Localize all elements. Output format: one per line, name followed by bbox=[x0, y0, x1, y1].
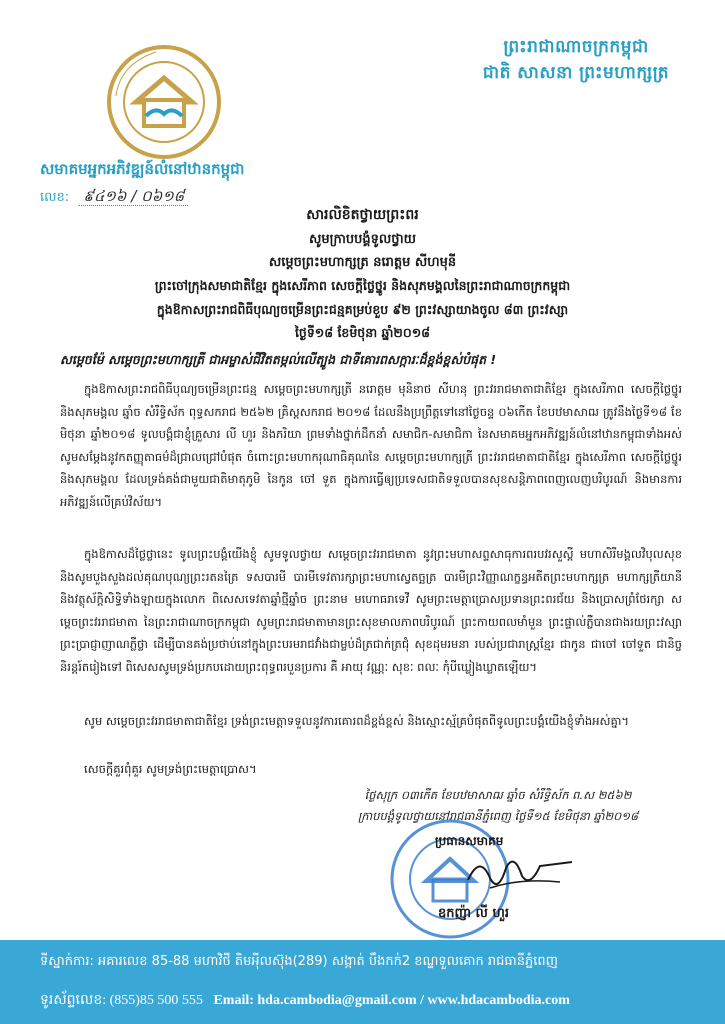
contact-separator: / bbox=[420, 993, 425, 1008]
email-label: Email: bbox=[213, 993, 254, 1008]
reference-label: លេខ: bbox=[40, 190, 70, 205]
lunar-date: ថ្ងៃសុក្រ ០៣កើត ខែបឋមាសាឍ ឆ្នាំច សំរឹទ្ធិស័ក ព.ស ២៥៦២ bbox=[364, 788, 632, 802]
body-paragraph-2: ក្នុងឱកាសដ៏ថ្លៃថ្លានេះ ទូលព្រះបង្គំយើងខ្ញុំ សូមទូលថ្វាយ សម្តេចព្រះវររាជមាតា នូវព្រះមហាសព្ទសាធុការពរបវរសួស្តី មហាសិរីមង្គលវិបុលសុខ និងសូមបួងសួងដល់គុណបុណ្យព្រះរតនត្រៃ ទសបារមី បារមីទេវតារក្សាព្រះមហាស្វេតច្ឆត្រ បារមីព្រះវិញ្ញាណក្ខន្ធអតីតព្រះមហាក្សត្រ មហាក្សត្រីយានី និងវត្ថុស័ក្តិសិទ្ធិទាំងឡាយក្នុងលោក ពិសេសទេវតាឆ្នាំថ្មីឆ្នាំច ព្រះនាម មហោធរាទេវី សូមព្រះមេត្តាប្រោសប្រទានព្រះពរជ័យ និងប្រោសព្រំថែរក្សា សម្តេចព្រះវររាជមាតា នៃព្រះរាជាណាចក្រកម្ពុជា សូមព្រះរាជមាតាមានព្រះសុខមាលភាពបរិបូរណ៍ ព្រះកាយពលមាំមួន ព្រះផ្ទាល់ភ្លឺបានជាងរយព្រះវស្សា ព្រះប្រាជ្ញាញាណភ្លឺថ្លា ដើម្បីបានគង់ប្រថាប់នៅក្នុងព្រះបរមរាជវាំងជាម្លប់ដ៏ត្រជាក់ត្រជុំ សុខដុមរមនា របស់ប្រជារាស្រ្តខ្មែរ ជាកូន ជាចៅ ចៅទួត ជានិច្ចនិរន្តរ៍តរៀងទៅ ពិសេសសូមទ្រង់ប្រកបដោយព្រះពុទ្ធពរបួនប្រការ គឺ អាយុ វណ្ណៈ សុខៈ ពលៈ កុំបីឃ្លៀងឃ្លាតឡើយ។ bbox=[60, 547, 682, 674]
body-paragraph-4: សេចក្តីគួរពុំគួរ សូមទ្រង់ព្រះមេត្តាប្រោស។ bbox=[84, 762, 257, 776]
phone-label: ទូរស័ព្ទលេខ: bbox=[40, 993, 107, 1008]
footer-contact bbox=[40, 990, 570, 1011]
addressee-name: សម្តេចព្រះមហាក្សត្រ នរោត្តម សីហមុនី bbox=[268, 255, 457, 270]
signatory-title: ប្រធានសមាគម bbox=[435, 834, 504, 848]
national-motto: ជាតិ សាសនា ព្រះមហាក្សត្រ bbox=[482, 63, 670, 83]
occasion-line: ក្នុងឱកាសព្រះរាជពិធីបុណ្យចម្រើនព្រះជន្មគម្រប់ខួប ៩២ ព្រះវស្សាយាងចូល ៨៣ ព្រះវស្សា bbox=[156, 302, 569, 317]
addressee-title: ព្រះចៅក្រុងសមាជាតិខ្មែរ ក្នុងសេរីភាព សេចក្តីថ្លៃថ្នូរ និងសុភមង្គលនៃព្រះរាជាណាចក្រកម្ពុជា bbox=[154, 278, 571, 293]
kingdom-title: ព្រះរាជាណាចក្រកម្ពុជា bbox=[503, 37, 649, 57]
body-paragraph-1: ក្នុងឱកាសព្រះរាជពិធីបុណ្យចម្រើនព្រះជន្ម សម្តេចព្រះមហាក្សត្រី នរោត្តម មុនិនាថ សីហនុ ព្រះវររាជមាតាជាតិខ្មែរ ក្នុងសេរីភាព សេចក្តីថ្លៃថ្នូរ និងសុភមង្គល ឆ្នាំច សំរឹទ្ធិស័ក ពុទ្ធសករាជ ២៥៦២ គ្រិស្តសករាជ ២០១៨ ដែលនឹងប្រព្រឹត្តទៅនៅថ្ងៃចន្ទ ០៦កើត ខែបឋមាសាឍ ត្រូវនឹងថ្ងៃទី១៨ ខែមិថុនា ឆ្នាំ២០១៨ ទូលបង្គំជាខ្ញុំគ្រួសារ លី ហួរ និងភរិយា ព្រមទាំងថ្នាក់ដឹកនាំ សមាជិក-សមាជិកា នៃសមាគមអ្នកអភិវឌ្ឍន៍លំនៅឋានកម្ពុជាទាំងអស់ សូមសម្តែងនូវកតញ្ញុតាធម៌ដ៏ជ្រាលជ្រៅបំផុត ចំពោះព្រះមហាករុណាធិគុណនៃ សម្តេចព្រះមហាក្សត្រី ព្រះវររាជមាតាជាតិខ្មែរ ក្នុងសេរីភាព សេចក្តីថ្លៃថ្នូរ និងសុភមង្គល ដែលទ្រង់គង់ជាមួយជាតិមាតុភូមិ នៃកូន ចៅ ទួត ក្នុងការធ្វើឲ្យប្រទេសជាតិទទួលបានសុខសន្តិភាពពេញលេញបរិបូរណ៍ និងមានការអភិវឌ្ឍន៍លើគ្រប់វិស័យ។ bbox=[60, 382, 682, 509]
website-link[interactable]: www.hdacambodia.com bbox=[427, 993, 570, 1008]
footer-address: ទីស្នាក់ការ: អគារលេខ 85-88 មហាវិថី តិមអុីលស៊ុង(289) សង្កាត់ បឹងកក់2 ខណ្ឌទួលគោក រាជធានីភ្នំពេញ bbox=[40, 954, 559, 969]
reference-number: ៩៤១៦ / ០៦១៨ bbox=[79, 187, 188, 206]
letter-title: សារលិខិតថ្វាយព្រះពរ bbox=[306, 207, 419, 223]
organization-name: សមាគមអ្នកអភិវឌ្ឍន៍លំនៅឋានកម្ពុជា bbox=[40, 160, 245, 178]
addressee-intro: សូមក្រាបបង្គំទូលថ្វាយ bbox=[308, 232, 417, 247]
salutation: សម្តេចម៉ែ សម្តេចព្រះមហាក្សត្រី ជាអម្ចាស់ជីវិតតម្កល់លើត្បូង ជាទីគោរពសក្ការៈដ៏ខ្ពង់ខ្ពស់បំផុត ! bbox=[60, 352, 497, 367]
footer-bar bbox=[0, 940, 725, 1024]
email-link[interactable]: hda.cambodia@gmail.com bbox=[257, 993, 417, 1008]
phone-number: (855)85 500 555 bbox=[109, 993, 203, 1008]
signatory-name: ឧកញ៉ា លី ហួរ bbox=[438, 906, 509, 921]
body-paragraph-3: សូម សម្តេចព្រះវររាជមាតាជាតិខ្មែរ ទ្រង់ព្រះមេត្តាទទួលនូវការគោរពដ៏ខ្ពង់ខ្ពស់ និងស្មោះស្ម័គ្របំផុតពីទូលព្រះបង្គំយើងខ្ញុំទាំងអស់គ្នា។ bbox=[84, 714, 629, 728]
occasion-date: ថ្ងៃទី១៨ ខែមិថុនា ឆ្នាំ២០១៨ bbox=[294, 325, 431, 340]
signing-place-date: ក្រាបបង្គំទូលថ្វាយនៅរាជធានីភ្នំពេញ ថ្ងៃទី១៥ ខែមិថុនា ឆ្នាំ២០១៨ bbox=[357, 809, 639, 823]
association-logo bbox=[106, 44, 222, 160]
handwritten-signature bbox=[460, 848, 580, 898]
